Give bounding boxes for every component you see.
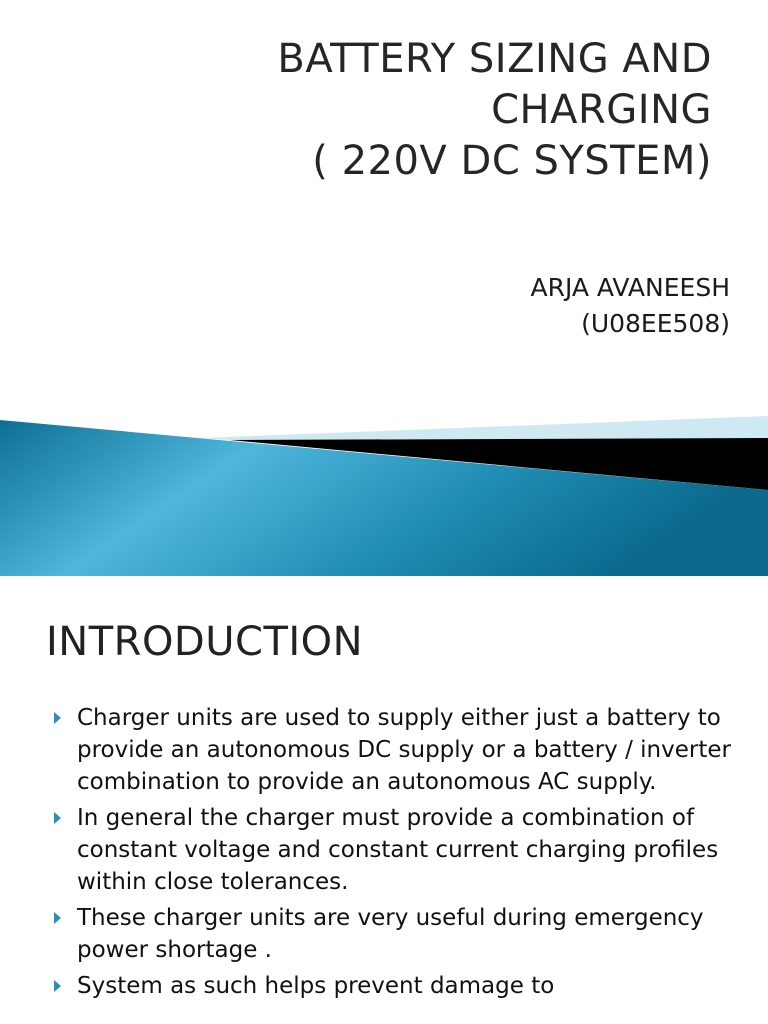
list-item <box>48 802 738 898</box>
title-line: ( 220V DC SYSTEM) <box>312 138 712 184</box>
triangle-bullet-icon <box>54 980 61 992</box>
intro-slide <box>0 576 768 1024</box>
pale-band-shape <box>200 416 768 440</box>
author-name: ARJA AVANEESH <box>530 273 730 302</box>
slide-title <box>72 34 712 187</box>
decorative-band <box>0 410 768 576</box>
list-item <box>48 902 738 966</box>
list-item <box>48 702 738 798</box>
bullet-text: System as such helps prevent damage to <box>77 973 555 999</box>
title-line: BATTERY SIZING AND <box>277 36 712 82</box>
triangle-bullet-icon <box>54 912 61 924</box>
bullet-text: In general the charger must provide a combination of constant voltage and constant current charging profiles within close tolerances. <box>77 805 719 895</box>
bullet-list <box>48 702 738 1006</box>
list-item <box>48 970 738 1002</box>
title-line: CHARGING <box>491 87 712 133</box>
bullet-text: These charger units are very useful during emergency power shortage . <box>77 905 704 963</box>
intro-title: INTRODUCTION <box>46 619 364 665</box>
triangle-bullet-icon <box>54 812 61 824</box>
author-id: (U08EE508) <box>581 309 730 338</box>
author-block <box>330 270 730 342</box>
bullet-text: Charger units are used to supply either just a battery to provide an autonomous DC supply or a battery / inverter combination to provide an autonomous AC supply. <box>77 705 731 795</box>
triangle-bullet-icon <box>54 712 61 724</box>
